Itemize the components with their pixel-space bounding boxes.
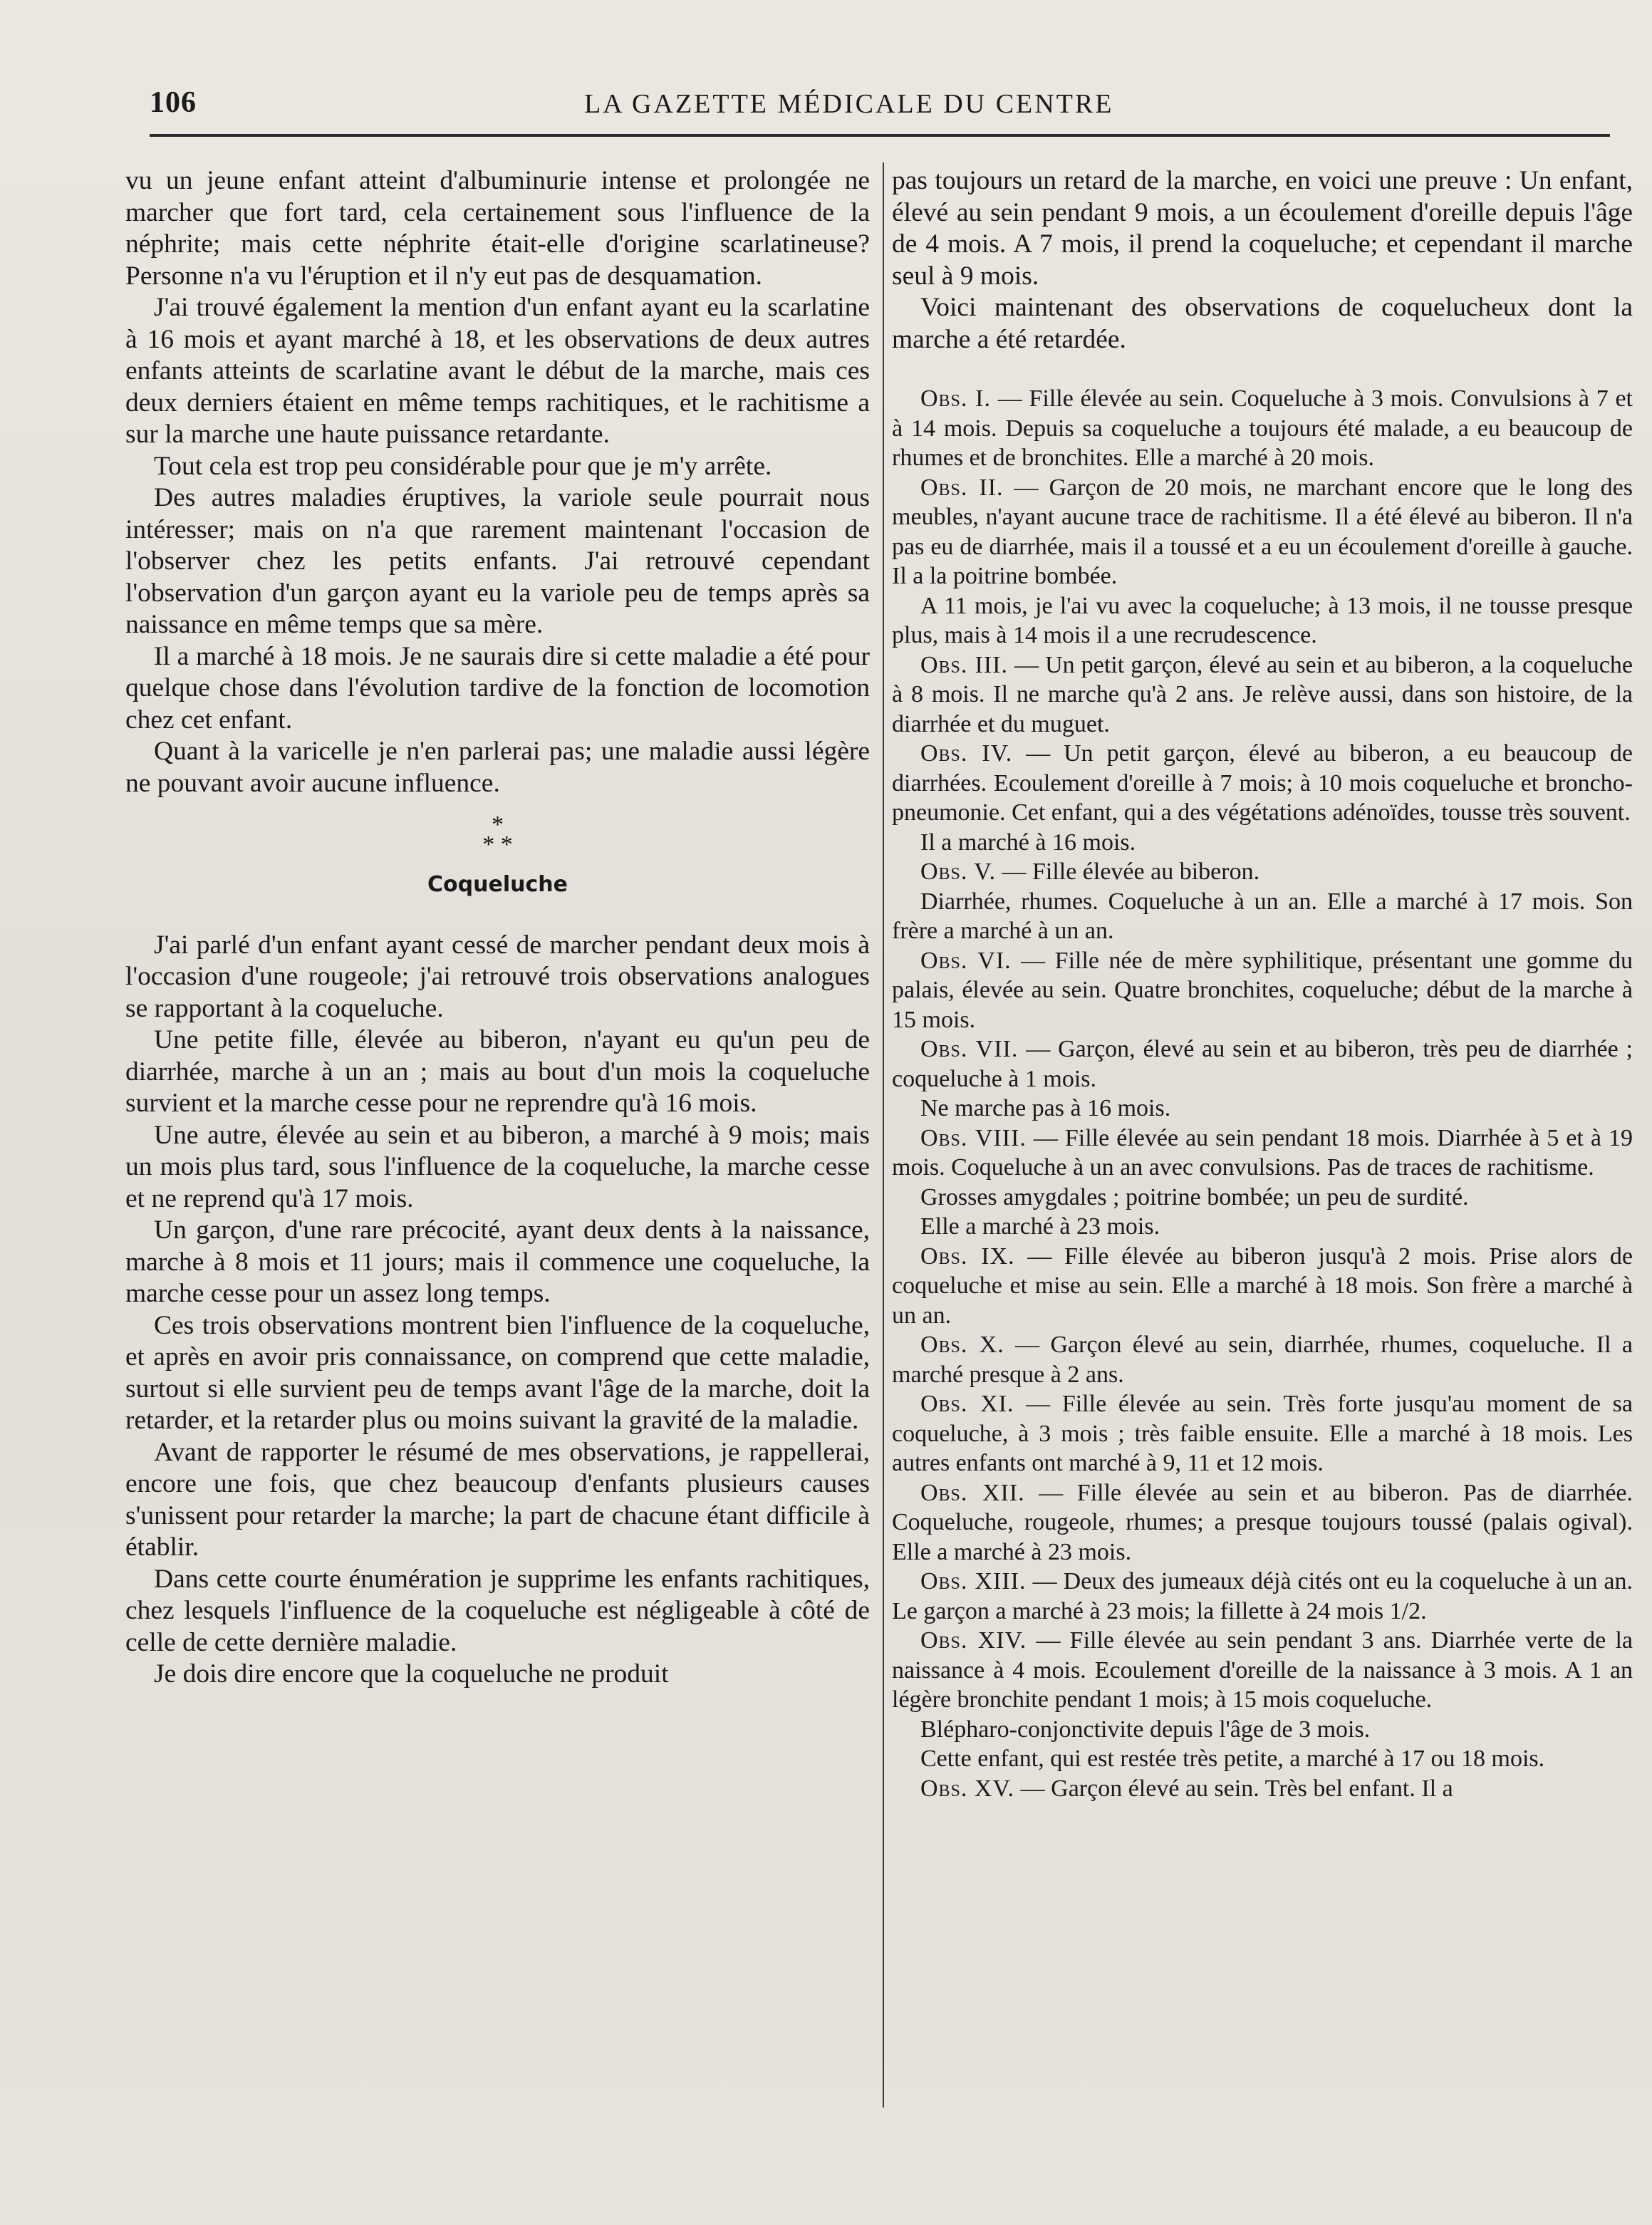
observation-text: — Garçon élevé au sein, diarrhée, rhumes, coqueluche. Il a marché presque à 2 ans. <box>892 1332 1633 1388</box>
paragraph: Voici maintenant des observations de coqueluchеux dont la marche a été retardée. <box>892 293 1633 354</box>
observation-text: — Fille élevée au biberon. <box>995 859 1260 885</box>
column-divider <box>883 162 884 2107</box>
observation-label: Obs. XI. <box>920 1391 1014 1417</box>
paragraph: Une petite fille, élevée au biberon, n'ayant eu qu'un peu de diarrhée, marche à un an ; mais au bout d'un mois la coqueluche survient et la marche cesse pour ne reprendre qu'à 16 mois. <box>125 1025 870 1118</box>
observation-entry <box>892 1330 1633 1389</box>
observation-entry <box>892 828 1633 858</box>
observation-text: — Fille élevée au biberon jusqu'à 2 mois. Prise alors de coqueluche et mise au sein. Elle a marché à 18 mois. Son frère a marché à un an. <box>892 1243 1633 1329</box>
observation-entry <box>892 857 1633 887</box>
asterism-top: * <box>492 811 504 838</box>
observation-entry <box>892 739 1633 828</box>
paragraph: J'ai trouvé également la mention d'un enfant ayant eu la scarlatine à 16 mois et ayant marché à 18, et les observations de deux autres enfants atteints de scarlatine avant le début de la marche, mais ces deux derniers étaient en même temps rachitiques, et le rachitisme a sur la marche une haute puissance retardante. <box>125 293 870 449</box>
observation-entry <box>892 1567 1633 1626</box>
observation-label: Obs. II. <box>920 474 1004 501</box>
observation-text: — Fille élevée au sein pendant 3 ans. Diarrhée verte de la naissance à 4 mois. Ecoulement d'oreille de la naissance à 3 mois. A 1 an légère bronchite pendant 1 mois; à 15 mois coqueluche. <box>892 1627 1633 1713</box>
observation-entry <box>892 1774 1633 1804</box>
observation-entry <box>892 384 1633 473</box>
observation-label: Obs. XIII. <box>920 1568 1027 1594</box>
observation-label: Obs. IV. <box>920 740 1013 767</box>
observation-label: Obs. XIV. <box>920 1627 1027 1654</box>
paragraph: Dans cette courte énumération je supprime les enfants rachitiques, chez lesquels l'influence de la coqueluche est négligeable à côté de celle de cette dernière maladie. <box>125 1564 870 1657</box>
page-number: 106 <box>150 86 197 119</box>
observation-label: Obs. V. <box>920 859 996 885</box>
observation-text: Elle a marché à 23 mois. <box>920 1213 1160 1240</box>
section-title: Coqueluche <box>427 872 568 897</box>
observation-text: — Un petit garçon, élevé au sein et au biberon, a la coqueluche à 8 mois. Il ne marche qu'à 2 ans. Je relève aussi, dans son histoire, de la diarrhée et du muguet. <box>892 651 1633 737</box>
observation-entry <box>892 1124 1633 1183</box>
observation-entry <box>892 1212 1633 1242</box>
paragraph: Ces trois observations montrent bien l'influence de la coqueluche, et après en avoir pris connaissance, on comprend que cette maladie, surtout si elle survient peu de temps avant l'âge de la marche, doit la retarder, et la retarder plus ou moins suivant la gravité de la maladie. <box>125 1310 870 1435</box>
observation-label: Obs. IX. <box>920 1243 1015 1270</box>
observation-entry <box>892 1626 1633 1715</box>
observation-text: — Fille élevée au sein pendant 18 mois. Diarrhée à 5 et à 19 mois. Coqueluche à un an avec convulsions. Pas de traces de rachitisme. <box>892 1124 1633 1181</box>
observation-entry <box>892 1034 1633 1094</box>
observation-text: — Deux des jumeaux déjà cités ont eu la coqueluche à un an. Le garçon a marché à 23 mois; la fillette à 24 mois 1/2. <box>892 1568 1633 1624</box>
left-column <box>125 165 870 1691</box>
observation-entry <box>892 887 1633 946</box>
paragraph: pas toujours un retard de la marche, en voici une preuve : Un enfant, élevé au sein pendant 9 mois, a un écoulement d'oreille depuis l'âge de 4 mois. A 7 mois, il prend la coqueluche; et cependant il marche seul à 9 mois. <box>892 166 1633 291</box>
observation-text: — Fille élevée au sein. Très forte jusqu'au moment de sa coqueluche, à 3 mois ; très faible ensuite. Elle a marché à 18 mois. Les autres enfants ont marché à 9, 11 et 12 mois. <box>892 1391 1633 1476</box>
observation-text: Cette enfant, qui est restée très petite, a marché à 17 ou 18 mois. <box>920 1746 1545 1772</box>
observation-label: Obs. X. <box>920 1332 1004 1358</box>
observation-entry <box>892 946 1633 1035</box>
observation-entry <box>892 1094 1633 1124</box>
paragraph: Je dois dire encore que la coqueluche ne produit <box>154 1659 669 1689</box>
observation-text: — Un petit garçon, élevé au biberon, a eu beaucoup de diarrhées. Ecoulement d'oreille à 7 mois; à 10 mois coqueluche et broncho-pneumonie. Cet enfant, qui a des végétations adénoïdes, tousse très souvent. <box>892 740 1633 826</box>
paragraph: Il a marché à 18 mois. Je ne saurais dire si cette maladie a été pour quelque chose dans l'évolution tardive de la fonction de locomotion chez cet enfant. <box>125 641 870 735</box>
observation-text: Diarrhée, rhumes. Coqueluche à un an. Elle a marché à 17 mois. Son frère a marché à un an. <box>892 888 1633 944</box>
observation-entry <box>892 1744 1633 1774</box>
observation-entry <box>892 1242 1633 1331</box>
observation-entry <box>892 1478 1633 1567</box>
paragraph: Des autres maladies éruptives, la variole seule pourrait nous intéresser; mais on n'a que rarement maintenant l'occasion de l'observer chez les petits enfants. J'ai retrouvé cependant l'observation d'un garçon ayant eu la variole peu de temps après sa naissance en même temps que sa mère. <box>125 483 870 639</box>
paragraph: Un garçon, d'une rare précocité, ayant deux dents à la naissance, marche à 8 mois et 11 jours; mais il commence une coqueluche, la marche cesse pour un assez long temps. <box>125 1215 870 1308</box>
journal-title: LA GAZETTE MÉDICALE DU CENTRE <box>584 89 1114 119</box>
observation-text: Ne marche pas à 16 mois. <box>920 1095 1171 1121</box>
observation-text: — Garçon élevé au sein. Très bel enfant. Il a <box>1014 1775 1453 1802</box>
paragraph: Quant à la varicelle je n'en parlerai pas; une maladie aussi légère ne pouvant avoir aucune influence. <box>125 737 870 798</box>
observation-entry <box>892 650 1633 740</box>
observation-text: Blépharo-conjonctivite depuis l'âge de 3 mois. <box>920 1716 1371 1743</box>
observation-text: — Garçon de 20 mois, ne marchant encore que le long des meubles, n'ayant aucune trace de rachitisme. Il a été élevé au biberon. Il n'a pas eu de diarrhée, mais il a toussé et a eu un écoulement d'oreille à gauche. Il a la poitrine bombée. <box>892 474 1633 589</box>
observation-text: — Fille élevée au sein et au biberon. Pas de diarrhée. Coqueluche, rougeole, rhumes; a presque toujours toussé (palais ogival). Elle a marché à 23 mois. <box>892 1479 1633 1565</box>
observation-entry <box>892 1715 1633 1745</box>
observation-text: Il a marché à 16 mois. <box>920 829 1136 856</box>
paragraph: Tout cela est trop peu considérable pour que je m'y arrête. <box>154 451 772 481</box>
paragraph: J'ai parlé d'un enfant ayant cessé de marcher pendant deux mois à l'occasion d'une rougeole; j'ai retrouvé trois observations analogues se rapportant à la coqueluche. <box>125 930 870 1023</box>
observation-text: — Garçon, élevé au sein et au biberon, très peu de diarrhée ; coqueluche à 1 mois. <box>892 1036 1633 1092</box>
observation-label: Obs. XII. <box>920 1479 1025 1506</box>
observation-entry <box>892 1183 1633 1213</box>
observation-text: Grosses amygdales ; poitrine bombée; un peu de surdité. <box>920 1183 1469 1210</box>
paragraph: vu un jeune enfant atteint d'albuminurie intense et prolongée ne marcher que fort tard, cela certainement sous l'influence de la néphrite; mais cette néphrite était-elle d'origine scarlatineuse? Personne n'a vu l'éruption et il n'y eut pas de desquamation. <box>125 166 870 291</box>
header-rule <box>150 134 1610 137</box>
observation-label: Obs. VIII. <box>920 1124 1027 1151</box>
asterism-bottom: * * <box>482 831 513 858</box>
right-column <box>892 165 1633 1803</box>
paragraph: Une autre, élevée au sein et au biberon, a marché à 9 mois; mais un mois plus tard, sous l'influence de la coqueluche, la marche cesse et ne reprend qu'à 17 mois. <box>125 1120 870 1213</box>
observation-label: Obs. I. <box>920 385 991 412</box>
observation-label: Obs. XV. <box>920 1775 1015 1802</box>
observations-list <box>892 384 1633 1803</box>
observation-entry <box>892 1389 1633 1478</box>
paragraph: Avant de rapporter le résumé de mes observations, je rappellerai, encore une fois, que chez beaucoup d'enfants plusieurs causes s'unissent pour retarder la marche; la part de chacune étant difficile à établir. <box>125 1437 870 1562</box>
section-asterism <box>125 811 870 858</box>
observation-text: — Fille née de mère syphilitique, présentant une gomme du palais, élevée au sein. Quatre bronchites, coqueluche; début de la marche à 15 mois. <box>892 947 1633 1033</box>
page-header <box>150 85 1610 128</box>
observation-label: Obs. III. <box>920 651 1008 678</box>
spacer <box>892 356 1633 384</box>
observation-entry <box>892 473 1633 591</box>
observation-entry <box>892 591 1633 650</box>
observation-label: Obs. VII. <box>920 1036 1019 1062</box>
observation-text: — Fille élevée au sein. Coqueluche à 3 mois. Convulsions à 7 et à 14 mois. Depuis sa coqueluche a toujours été malade, a eu beaucoup de rhumes et de bronchites. Elle a marché à 20 mois. <box>892 385 1633 471</box>
observation-label: Obs. VI. <box>920 947 1012 974</box>
observation-text: A 11 mois, je l'ai vu avec la coqueluche; à 13 mois, il ne tousse presque plus, mais à 14 mois il a une recrudescence. <box>892 592 1633 648</box>
